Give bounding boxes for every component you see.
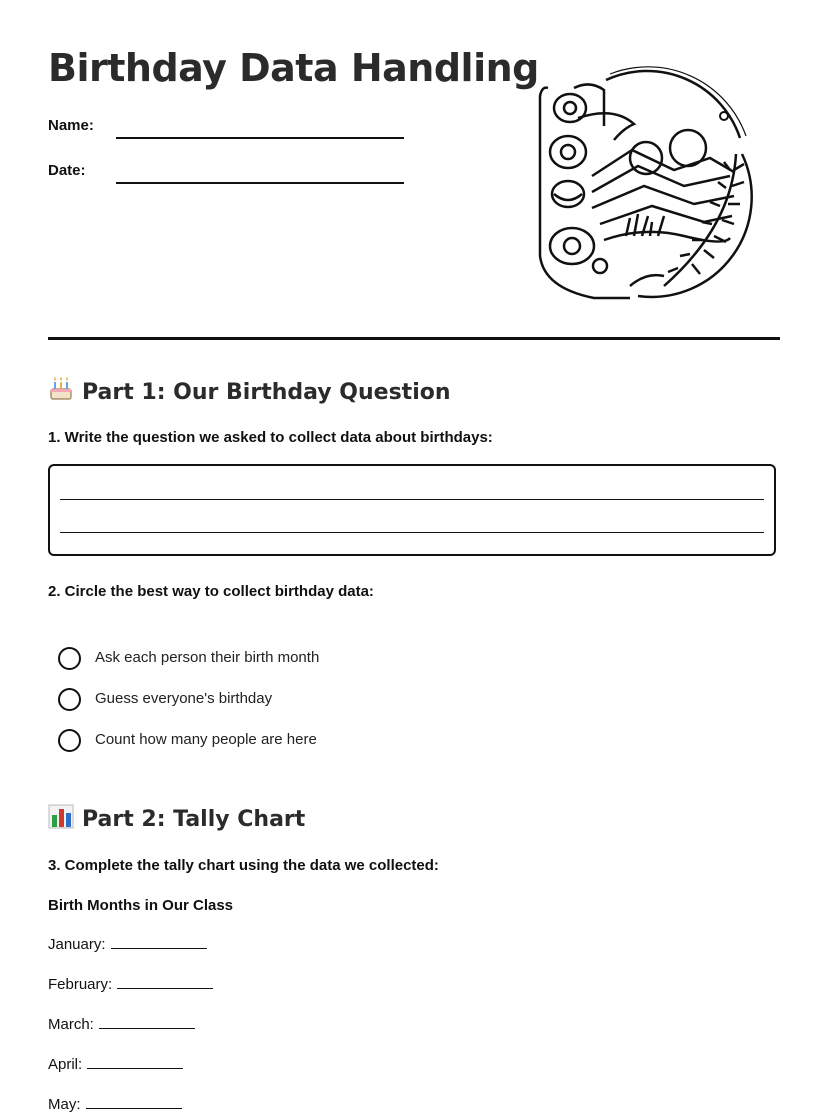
part2-heading-text: Part 2: Tally Chart — [82, 807, 306, 832]
tally-blank[interactable] — [87, 1056, 183, 1069]
month-row-may — [48, 1096, 182, 1113]
option-circle[interactable] — [58, 729, 81, 752]
question-1: 1. Write the question we asked to collect data about birthdays: — [48, 429, 493, 446]
tally-blank[interactable] — [117, 976, 213, 989]
option-count-people[interactable] — [58, 729, 458, 753]
date-write-line[interactable] — [116, 182, 404, 184]
month-row-february — [48, 976, 213, 993]
month-label: February: — [48, 976, 113, 993]
option-label: Count how many people are here — [95, 731, 317, 748]
month-label: April: — [48, 1056, 83, 1073]
part2-heading — [48, 803, 305, 835]
tally-blank[interactable] — [111, 936, 207, 949]
birthday-cake-icon — [48, 376, 74, 408]
name-write-line[interactable] — [116, 137, 404, 139]
tally-blank[interactable] — [86, 1096, 182, 1109]
tally-chart-title: Birth Months in Our Class — [48, 897, 234, 914]
part1-heading — [48, 376, 451, 408]
option-guess-birthday[interactable] — [58, 688, 458, 712]
month-row-january — [48, 936, 207, 953]
option-ask-each-person[interactable] — [58, 647, 458, 671]
question-2: 2. Circle the best way to collect birthday data: — [48, 583, 374, 600]
part1-heading-text: Part 1: Our Birthday Question — [82, 380, 451, 405]
worksheet-page — [48, 0, 780, 1118]
date-field — [48, 162, 408, 188]
section-divider — [48, 337, 780, 340]
option-circle[interactable] — [58, 647, 81, 670]
option-circle[interactable] — [58, 688, 81, 711]
question-1-answer-box[interactable] — [48, 464, 776, 556]
maori-carving-landscape-emblem-icon — [534, 66, 756, 300]
page-title: Birthday Data Handling — [48, 46, 539, 90]
name-label: Name: — [48, 117, 94, 134]
month-row-april — [48, 1056, 183, 1073]
bar-chart-icon — [48, 803, 74, 835]
answer-line[interactable] — [60, 532, 764, 533]
option-label: Ask each person their birth month — [95, 649, 320, 666]
month-label: May: — [48, 1096, 81, 1113]
tally-blank[interactable] — [99, 1016, 195, 1029]
month-row-march — [48, 1016, 195, 1033]
answer-line[interactable] — [60, 499, 764, 500]
question-3: 3. Complete the tally chart using the data we collected: — [48, 857, 439, 874]
date-label: Date: — [48, 162, 86, 179]
name-field — [48, 117, 408, 143]
option-label: Guess everyone's birthday — [95, 690, 273, 707]
month-label: January: — [48, 936, 106, 953]
month-label: March: — [48, 1016, 94, 1033]
